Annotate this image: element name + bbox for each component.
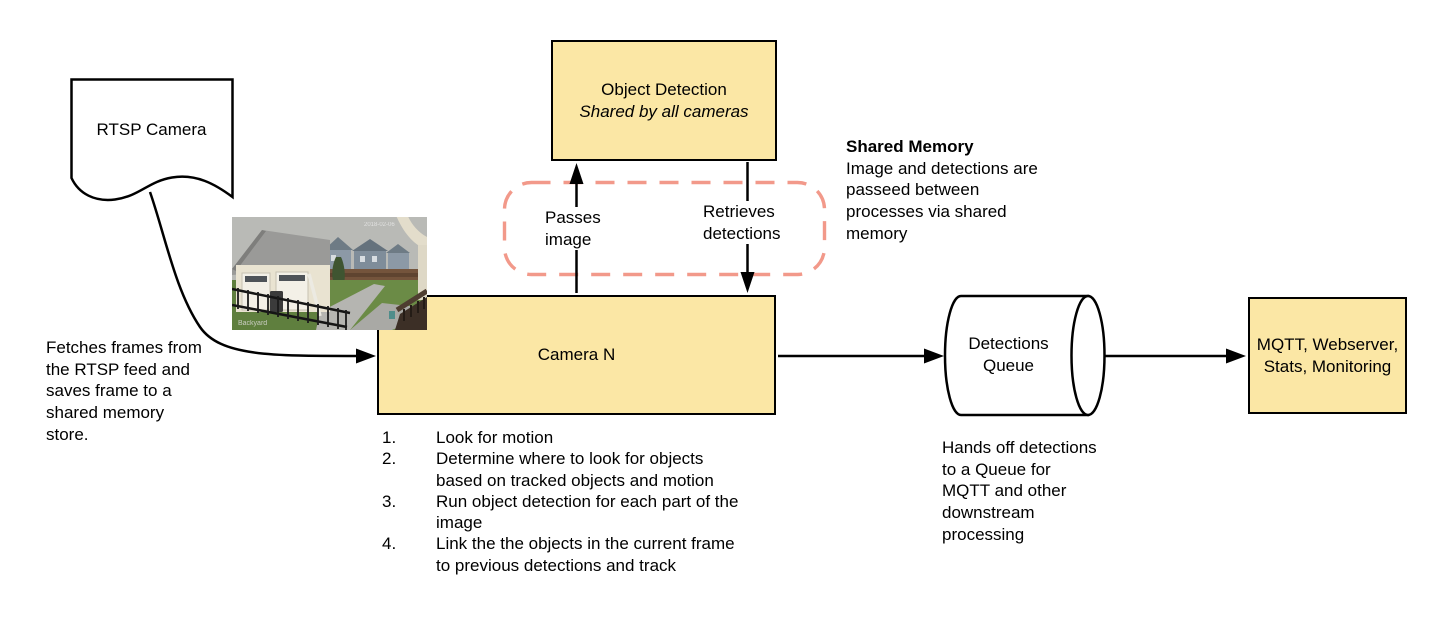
passes-image-edge-label: Passes image <box>541 207 605 250</box>
arrowhead-camera-to-queue <box>924 349 944 364</box>
rtsp-camera-label: RTSP Camera <box>96 120 207 139</box>
object-detection-node <box>551 40 777 161</box>
retrieves-detections-edge-label: Retrieves detections <box>699 201 785 244</box>
fetch-frames-note: Fetches frames from the RTSP feed and saves frame to a shared memory store. <box>46 338 202 444</box>
list-item <box>382 533 781 576</box>
object-detection-title: Object Detection <box>601 79 727 99</box>
step-text: Look for motion <box>436 428 554 447</box>
shared-memory-note-heading: Shared Memory <box>846 137 974 156</box>
snapshot-watermark: Backyard <box>238 320 268 327</box>
outputs-label: MQTT, Webserver, Stats, Monitoring <box>1256 334 1399 376</box>
list-item <box>382 427 781 448</box>
detections-queue-cap <box>1072 296 1105 415</box>
shared-memory-note <box>846 136 1076 245</box>
step-number: 1. <box>382 428 397 447</box>
shared-memory-note-body: Image and detections are passeed between processes via shared memory <box>846 158 1038 243</box>
camera-n-node <box>377 295 776 415</box>
step-number: 4. <box>382 534 397 554</box>
step-number: 3. <box>382 491 397 511</box>
list-item <box>382 491 781 534</box>
snapshot-timestamp: 2018-02-06 <box>364 222 395 228</box>
step-number: 2. <box>382 449 397 469</box>
arrowhead-rtsp-to-camera <box>356 349 376 364</box>
camera-snapshot-image <box>232 217 427 330</box>
step-text: Determine where to look for objects based on tracked objects and motion <box>436 449 714 490</box>
step-text: Run object detection for each part of the image <box>436 491 739 533</box>
camera-steps-list <box>382 427 781 576</box>
arrowhead-retrieves-detections <box>741 272 755 293</box>
arrowhead-queue-to-outputs <box>1226 349 1246 364</box>
camera-snapshot-scene <box>232 217 427 330</box>
camera-n-label: Camera N <box>537 345 616 365</box>
arrowhead-passes-image <box>570 163 584 184</box>
object-detection-subtitle: Shared by all cameras <box>579 101 749 121</box>
list-item <box>382 448 781 491</box>
outputs-node <box>1248 297 1407 414</box>
queue-handoff-note: Hands off detections to a Queue for MQTT and other downstream processing <box>942 438 1097 544</box>
detections-queue-label: Detections Queue <box>968 334 1049 375</box>
step-text: Link the the objects in the current frame to previous detections and track <box>436 534 735 575</box>
